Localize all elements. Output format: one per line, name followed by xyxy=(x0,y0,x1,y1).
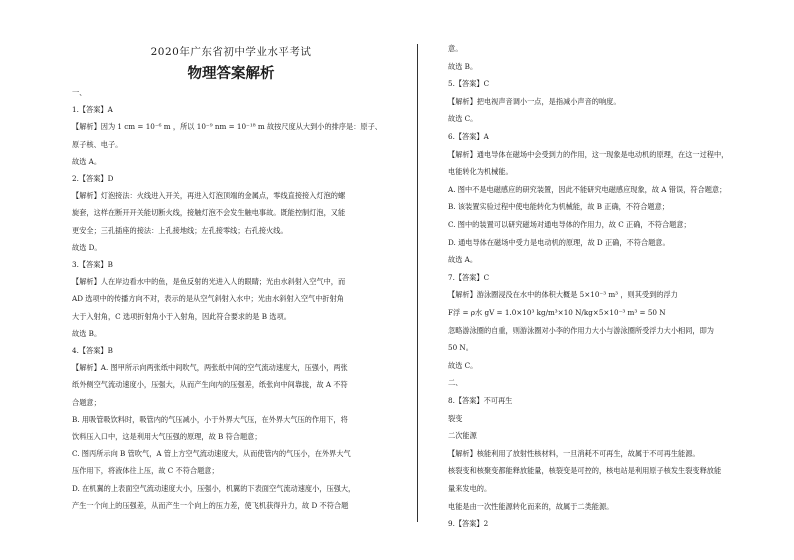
left-column-line: 3.【答案】B xyxy=(72,260,113,269)
right-column-line: 9.【答案】2 xyxy=(448,519,489,529)
right-column-line: D. 通电导体在磁场中受力是电动机的原理，故 D 正确，不符合题意。 xyxy=(448,237,670,247)
right-column-line: 【解析】游泳圈浸没在水中的体积大概是 5×10⁻³ m³ ，则其受到的浮力 xyxy=(448,290,678,300)
left-column-line: 饮料压入口中，这是利用大气压强的原理，故 B 符合题意； xyxy=(72,432,262,441)
right-column-line: 7.【答案】C xyxy=(448,272,490,282)
left-column-line: 压作用下，将液体往上压，故 C 不符合题意； xyxy=(72,466,219,476)
document-title: 2020年广东省初中学业水平考试 xyxy=(150,46,312,58)
right-column-line: 电能是由一次性能源转化而来的，故属于二类能源。 xyxy=(448,501,614,511)
left-column-line: 1.【答案】A xyxy=(72,105,113,115)
right-column-line: 量来发电的。 xyxy=(448,484,492,493)
right-column-line: 50 N。 xyxy=(448,343,473,353)
right-column-line: 裂变 xyxy=(448,413,463,423)
right-column-line: F浮 = ρ水 gV = 1.0×10³ kg/m³×10 N/kg×5×10⁻³ m³ = 50 N xyxy=(448,308,666,317)
left-column-line: 故选 D。 xyxy=(72,242,102,252)
left-column-line: 2.【答案】D xyxy=(72,174,114,183)
left-column-line: 合题意； xyxy=(72,397,101,407)
left-column-line: 大于入射角，C 选项折射角小于入射角，因此符合要求的是 B 选项。 xyxy=(72,311,291,321)
right-column-line: 故选 A。 xyxy=(448,255,478,265)
left-column-line: 【解析】人在岸边看水中的鱼，是鱼反射的光进入人的眼睛；光由水斜射入空气中，而 xyxy=(72,277,346,287)
right-column-line: C. 图中的装置可以研究磁场对通电导体的作用力，故 C 正确，不符合题意； xyxy=(448,220,691,229)
left-column-line: 产生一个向上的压强差，从而产生一个向上的压力差，使飞机获得升力，故 D 不符合题 xyxy=(72,500,349,510)
left-column-line: 故选 A。 xyxy=(72,156,102,166)
column-divider xyxy=(417,44,418,522)
right-column-line: 【解析】核能利用了放射性核材料，一旦消耗不可再生，故属于不可再生能源。 xyxy=(448,448,700,458)
right-column-line: 6.【答案】A xyxy=(448,132,489,141)
right-column-line: 【解析】把电视声音调小一点，是指减小声音的响度。 xyxy=(448,96,621,106)
right-column-line: 【解析】通电导体在磁场中会受到力的作用，这一现象是电动机的原理，在这一过程中， xyxy=(448,149,729,159)
left-column-line: 【解析】因为 1 cm = 10⁻⁶ m ，所以 10⁻⁹ nm = 10⁻¹⁸ m 故按尺度从大到小的排序是：原子、 xyxy=(72,122,382,132)
right-column-line: 5.【答案】C xyxy=(448,79,490,89)
left-column-line: 【解析】A. 图甲所示向两张纸中间吹气，两张纸中间的空气流动速度大，压强小，两张 xyxy=(72,363,348,373)
right-column-line: 故选 B。 xyxy=(448,61,478,71)
right-column-line: 电能转化为机械能。 xyxy=(448,167,513,177)
left-column-line: 故选 B。 xyxy=(72,328,102,338)
right-column-line: 核裂变和核聚变都能释放能量，核裂变是可控的，核电站是利用原子核发生裂变释放能 xyxy=(448,466,722,476)
right-column-line: B. 该装置实验过程中使电能转化为机械能，故 B 正确，不符合题意； xyxy=(448,202,669,212)
right-column-line: 故选 C。 xyxy=(448,114,478,124)
left-column-line: 【解析】灯泡接法：火线进入开关，再进入灯泡顶端的金属点，零线直接接入灯泡的螺 xyxy=(72,191,346,201)
right-column-line: 忽略游泳圈的自重，则游泳圈对小李的作用力大小与游泳圈所受浮力大小相同，即为 xyxy=(448,325,714,335)
left-column-line: AD 选项中的传播方向不对，表示的是从空气斜射入水中；光由水斜射入空气中折射角 xyxy=(72,294,344,304)
left-column-line: B. 用吸管吸饮料时，吸管内的气压减小，小于外界大气压，在外界大气压的作用下，将 xyxy=(72,414,348,424)
left-column-line: D. 在机翼的上表面空气流动速度大小，压强小，机翼的下表面空气流动速度小，压强大， xyxy=(72,483,356,493)
right-column-line: 意。 xyxy=(448,44,463,53)
right-column-line: A. 图中不是电磁感应的研究装置，因此不能研究电磁感应现象，故 A 错误，符合题意； xyxy=(448,184,727,194)
left-column-line: 4.【答案】B xyxy=(72,346,113,355)
right-column-line: 故选 C。 xyxy=(448,360,478,370)
left-column-line: 纸外侧空气流动速度小，压强大，从而产生向内的压强差，纸张向中间靠拢，故 A 不符 xyxy=(72,380,348,390)
left-column-line: 更安全；三孔插座的接法：上孔接地线；左孔接零线；右孔接火线。 xyxy=(72,225,288,235)
right-column-line: 二次能源 xyxy=(448,431,477,441)
left-column-line: 一、 xyxy=(72,88,87,97)
left-column-line: C. 图丙所示向 B 管吹气，A 管上方空气流动速度大，从而使管内的气压小，在外界大气 xyxy=(72,449,351,459)
left-column-line: 旋套，这样在断开开关能切断火线，接触灯泡不会发生触电事故。既能控制灯泡，又能 xyxy=(72,208,346,218)
document-subtitle: 物理答案解析 xyxy=(187,66,275,82)
right-column-line: 8.【答案】不可再生 xyxy=(448,396,513,405)
left-column-line: 原子核、电子。 xyxy=(72,139,123,149)
right-column-line: 二、 xyxy=(448,378,463,388)
